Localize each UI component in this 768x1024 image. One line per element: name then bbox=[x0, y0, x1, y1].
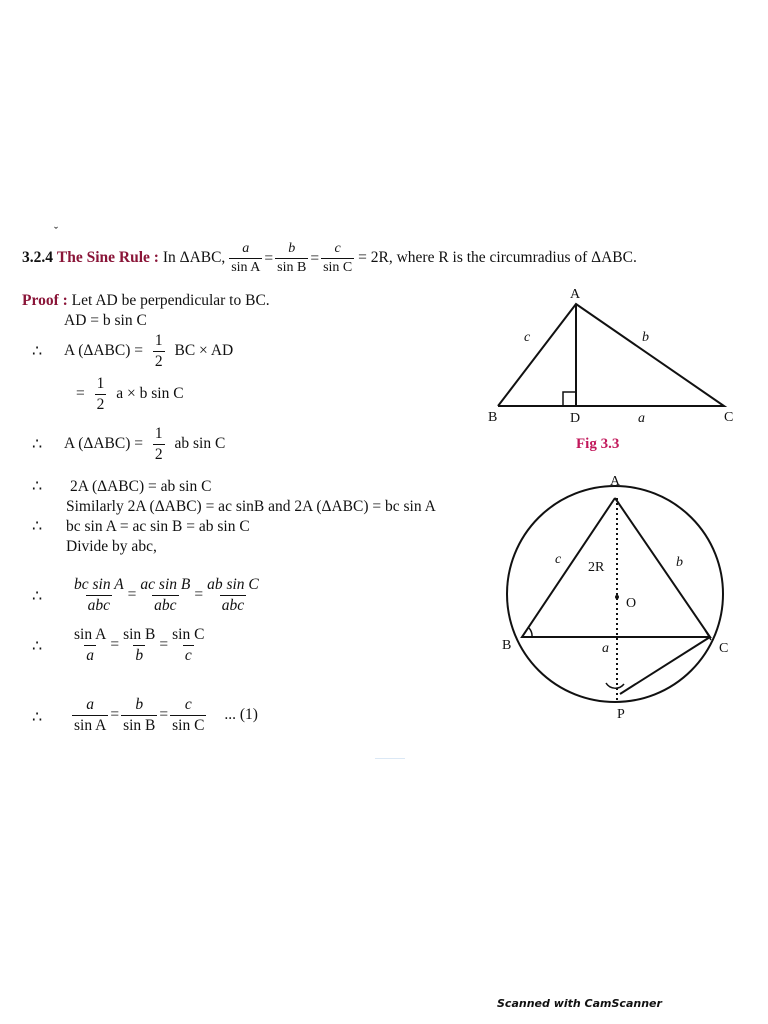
equation-sine-rule: $\frac{a}{\text{sin A}}$ = $\frac{b}{\text{sin B}}$ = $\frac{c}{\text{sin C}}$ ... (1) bbox=[74, 696, 258, 734]
section-heading: 3.2.4 The Sine Rule : In ΔABC, $\frac{a}{\text{sin A}}$ = $\frac{b}{\text{sin B}}$ = $\frac{c}{\text{sin C}}$ = 2R, where R is the circumradius of ΔABC. bbox=[22, 241, 637, 275]
equation-tag: ... (1) bbox=[224, 706, 258, 723]
heading-fraction-c: $\frac{c}{\text{sin C}}$ bbox=[323, 241, 353, 275]
figure-caption: Fig 3.3 bbox=[576, 436, 620, 452]
therefore-symbol: ∴ bbox=[32, 518, 43, 535]
proof-label: Proof : bbox=[22, 292, 68, 309]
area-step-3: A (ΔABC) = $\frac{1}{2}$ ab sin C bbox=[64, 425, 226, 463]
area-step-6: bc sin A = ac sin B = ab sin C bbox=[66, 518, 250, 535]
foot-label-d: D bbox=[570, 411, 581, 426]
right-angle-mark bbox=[563, 392, 576, 406]
scanner-watermark: Scanned with CamScanner bbox=[497, 997, 662, 1010]
circumcircle bbox=[507, 486, 723, 702]
proof-line-1: Proof : Let AD be perpendicular to BC. bbox=[22, 292, 270, 309]
side-label-a: a bbox=[638, 411, 645, 426]
therefore-symbol: ∴ bbox=[32, 709, 43, 726]
figure-circumcircle bbox=[490, 470, 760, 730]
therefore-symbol: ∴ bbox=[32, 343, 43, 360]
heading-lead: In ΔABC, bbox=[162, 249, 226, 267]
therefore-symbol: ∴ bbox=[32, 478, 43, 495]
angle-p-mark bbox=[606, 683, 624, 688]
section-title: The Sine Rule : bbox=[56, 249, 159, 267]
stray-mark: ˇ bbox=[54, 224, 58, 238]
triangle-abc bbox=[498, 304, 724, 406]
heading-tail: = 2R, where R is the circumradius of ΔABC. bbox=[358, 249, 637, 267]
scan-artifact bbox=[375, 758, 405, 759]
heading-fraction-b: $\frac{b}{\text{sin B}}$ bbox=[277, 241, 307, 275]
angle-b-mark bbox=[529, 628, 532, 637]
equation-divided: $\frac{\text{bc sin A}}{\text{abc}}$ = $\frac{\text{ac sin B}}{\text{abc}}$ = $\frac{\text{ab sin C}}{\text{abc}}$ bbox=[74, 576, 259, 614]
vertex-label-c: C bbox=[719, 641, 729, 656]
vertex-label-a: A bbox=[570, 287, 581, 302]
therefore-symbol: ∴ bbox=[32, 638, 43, 655]
center-point bbox=[615, 595, 619, 599]
area-step-7: Divide by abc, bbox=[66, 538, 157, 555]
vertex-label-b: B bbox=[502, 638, 512, 653]
center-label-o: O bbox=[626, 596, 637, 611]
therefore-symbol: ∴ bbox=[32, 436, 43, 453]
vertex-label-c: C bbox=[724, 410, 734, 425]
equation-sine-ratio: $\frac{\text{sin A}}{a}$ = $\frac{\text{sin B}}{b}$ = $\frac{\text{sin C}}{c}$ bbox=[74, 626, 205, 664]
section-number: 3.2.4 bbox=[22, 249, 53, 267]
vertex-label-a: A bbox=[610, 474, 621, 489]
vertex-label-b: B bbox=[488, 410, 498, 425]
side-label-b: b bbox=[676, 555, 683, 570]
side-label-a: a bbox=[602, 641, 609, 656]
figure-triangle bbox=[480, 282, 750, 432]
therefore-symbol: ∴ bbox=[32, 588, 43, 605]
side-label-c: c bbox=[524, 330, 531, 345]
side-label-c: c bbox=[555, 552, 562, 567]
side-label-b: b bbox=[642, 330, 649, 345]
area-step-1: A (ΔABC) = $\frac{1}{2}$ BC × AD bbox=[64, 332, 234, 370]
area-step-5: Similarly 2A (ΔABC) = ac sinB and 2A (ΔABC) = bc sin A bbox=[66, 498, 436, 515]
heading-fraction-a: $\frac{a}{\text{sin A}}$ bbox=[231, 241, 261, 275]
area-step-4: 2A (ΔABC) = ab sin C bbox=[70, 478, 212, 495]
label-2r: 2R bbox=[588, 560, 605, 575]
point-label-p: P bbox=[617, 707, 625, 722]
proof-line-2: AD = b sin C bbox=[64, 312, 147, 329]
area-step-2: = $\frac{1}{2}$ a × b sin C bbox=[76, 375, 184, 413]
